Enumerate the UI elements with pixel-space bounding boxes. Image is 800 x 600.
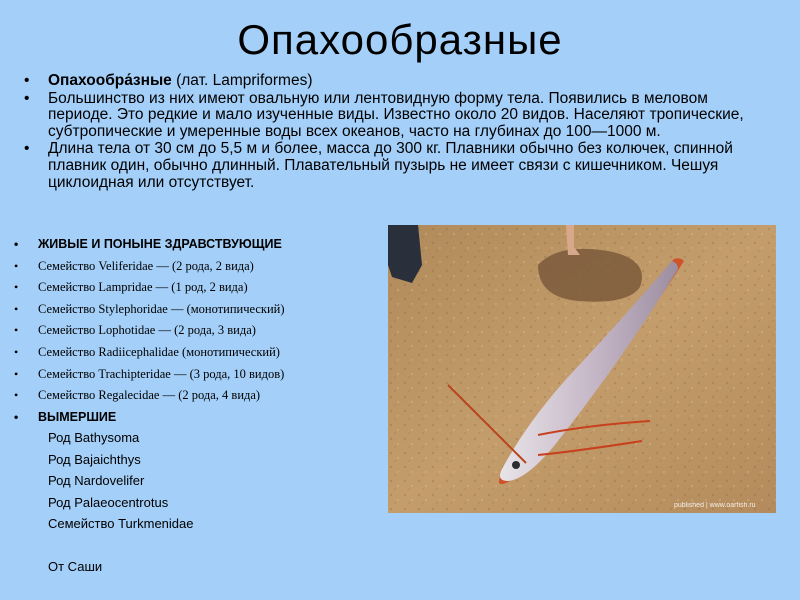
bullet: •: [14, 280, 19, 295]
term-latin: (лат. Lampriformes): [171, 72, 313, 89]
family-name: Семейство Lophotidae — (2 рода, 3 вида): [38, 323, 256, 338]
extinct-header: ВЫМЕРШИЕ: [38, 409, 117, 424]
bullet: •: [14, 301, 19, 316]
bullet: •: [14, 237, 19, 251]
intro-text: Длина тела от 30 см до 5,5 м и более, масса до 300 кг. Плавники обычно без колючек, спинной плавник один, обычно длинный. Плавательный пузырь не имеет связи с кишечником. Чешуя циклоидная или отсутствует.: [48, 140, 733, 191]
list-item: Род Bathysoma: [48, 430, 140, 445]
term-name: Опахообра́зные: [48, 72, 172, 89]
bullet: •: [14, 323, 19, 338]
bullet: •: [24, 89, 30, 107]
list-item: Семейство Turkmenidae: [48, 516, 194, 532]
bullet: •: [24, 140, 30, 158]
photo-watermark: published | www.oarfish.ru: [674, 502, 756, 509]
family-list: [14, 234, 394, 428]
list-item: Род Palaeocentrotus: [48, 494, 169, 510]
family-name: Семейство Radiicephalidae (монотипический): [38, 344, 280, 359]
family-name: Семейство Regalecidae — (2 рода, 4 вида): [38, 388, 261, 403]
bullet: •: [14, 344, 19, 359]
fish-eye: [512, 461, 520, 469]
author-note: От Саши: [48, 559, 103, 574]
extinct-list: [48, 427, 194, 535]
list-item: [14, 234, 394, 256]
list-item: [14, 385, 394, 407]
list-item: Род Nardovelifer: [48, 473, 145, 489]
list-item: Род Bajaichthys: [48, 451, 141, 467]
list-item: [14, 277, 394, 299]
intro-item: [24, 141, 764, 191]
intro-list: [24, 73, 764, 192]
oarfish-photo: [388, 225, 776, 513]
intro-item: [24, 91, 764, 141]
family-name: Семейство Lampridae — (1 род, 2 вида): [38, 280, 248, 295]
slide-title: Опахообразные: [237, 16, 563, 63]
family-name: Семейство Trachipteridae — (3 рода, 10 видов): [38, 366, 285, 381]
intro-text: Большинство из них имеют овальную или лентовидную форму тела. Появились в меловом периоде. Это редкие и мало изученные виды. Известно около 20 видов. Населяют тропические, субтропические и умеренные воды всех океанов, часто на глубинах до 100—1000 м.: [48, 89, 744, 140]
bullet: •: [14, 388, 19, 403]
family-name: Семейство Stylephoridae — (монотипический): [38, 301, 285, 316]
bullet: •: [14, 258, 19, 273]
bullet: •: [24, 72, 30, 89]
family-name: Семейство Veliferidae — (2 рода, 2 вида): [38, 258, 254, 273]
living-header: ЖИВЫЕ И ПОНЫНЕ ЗДРАВСТВУЮЩИЕ: [38, 237, 282, 251]
intro-item: [24, 73, 764, 90]
list-item: [14, 256, 394, 278]
list-item: [14, 364, 394, 386]
list-item: [14, 299, 394, 321]
list-item: [14, 407, 394, 429]
list-item: [14, 320, 394, 342]
bullet: •: [14, 366, 19, 381]
bullet: •: [14, 409, 19, 424]
rock: [538, 249, 642, 302]
list-item: [14, 342, 394, 364]
